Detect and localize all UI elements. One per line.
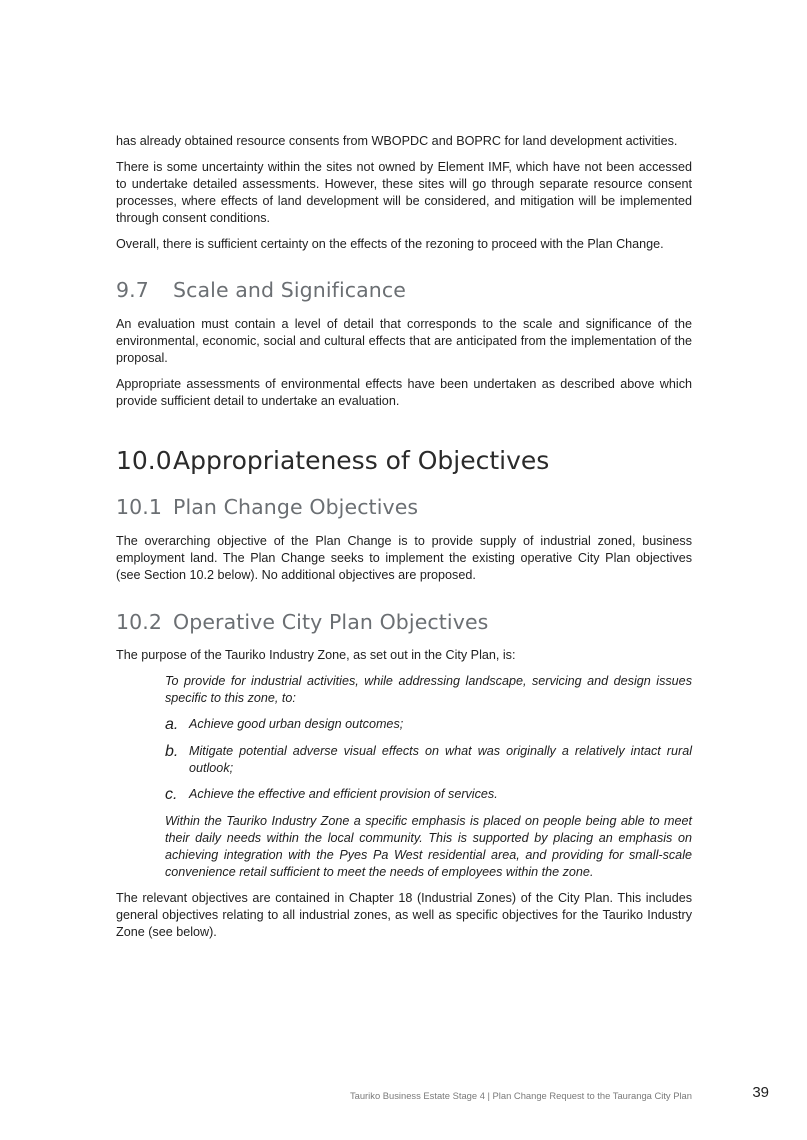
quote-intro: To provide for industrial activities, while addressing landscape, servicing and design issues specific to this zone, to: (165, 674, 692, 705)
chapter-title: Appropriateness of Objectives (173, 446, 550, 475)
section-10-2-heading (116, 610, 692, 634)
section-10-1-heading (116, 495, 692, 519)
chapter-10-heading (116, 446, 692, 475)
list-text: Achieve the effective and efficient provision of services. (189, 787, 498, 801)
section-number: 10.1 (116, 495, 163, 519)
quote-closing: Within the Tauriko Industry Zone a specific emphasis is placed on people being able to meet their daily needs within the local community. This is supported by placing an emphasis on achieving integration with the Pyes Pa West residential area, and providing for small-scale convenience retail sufficient to meet the needs of employees within the zone. (165, 814, 692, 879)
chapter-number: 10.0 (116, 446, 172, 475)
section-10-1-paragraph-1: The overarching objective of the Plan Change is to provide supply of industrial zoned, business employment land. The Plan Change seeks to implement the existing operative City Plan objectives (see Section 10.2 below). No additional objectives are proposed. (116, 534, 692, 582)
section-number: 9.7 (116, 278, 149, 302)
page-number: 39 (752, 1084, 769, 1101)
section-number: 10.2 (116, 610, 163, 634)
list-marker: a. (165, 716, 179, 733)
list-text: Achieve good urban design outcomes; (189, 717, 404, 731)
section-10-2-paragraph-1: The purpose of the Tauriko Industry Zone, as set out in the City Plan, is: (116, 648, 516, 662)
section-9-7-paragraph-2: Appropriate assessments of environmental effects have been undertaken as described above which provide sufficient detail to undertake an evaluation. (116, 377, 692, 408)
footer-text: Tauriko Business Estate Stage 4 | Plan Change Request to the Tauranga City Plan (349, 1090, 692, 1101)
section-title: Plan Change Objectives (173, 495, 419, 519)
city-plan-quote (165, 673, 692, 881)
section-9-7-paragraph-1: An evaluation must contain a level of detail that corresponds to the scale and significance of the environmental, economic, social and cultural effects that are anticipated from the implementation of the proposal. (116, 317, 692, 365)
section-9-7-heading (116, 278, 692, 302)
section-title: Operative City Plan Objectives (173, 610, 489, 634)
section-title: Scale and Significance (173, 278, 406, 302)
list-text: Mitigate potential adverse visual effects on what was originally a relatively intact rural outlook; (189, 744, 692, 775)
page-content (116, 133, 692, 941)
intro-paragraph-1: has already obtained resource consents from WBOPDC and BOPRC for land development activities. (116, 134, 678, 148)
list-item (165, 716, 692, 734)
list-marker: b. (165, 743, 179, 760)
list-marker: c. (165, 786, 178, 803)
list-item (165, 743, 692, 777)
intro-paragraph-3: Overall, there is sufficient certainty on the effects of the rezoning to proceed with the Plan Change. (116, 237, 664, 251)
section-10-2-paragraph-2: The relevant objectives are contained in Chapter 18 (Industrial Zones) of the City Plan. This includes general objectives relating to all industrial zones, as well as specific objectives for the Tauriko Industry Zone (see below). (116, 891, 692, 939)
intro-paragraph-2: There is some uncertainty within the sites not owned by Element IMF, which have not been accessed to undertake detailed assessments. However, these sites will go through separate resource consent processes, where effects of land development will be considered, and mitigation will be implemented through consent conditions. (116, 160, 692, 225)
list-item (165, 786, 692, 804)
